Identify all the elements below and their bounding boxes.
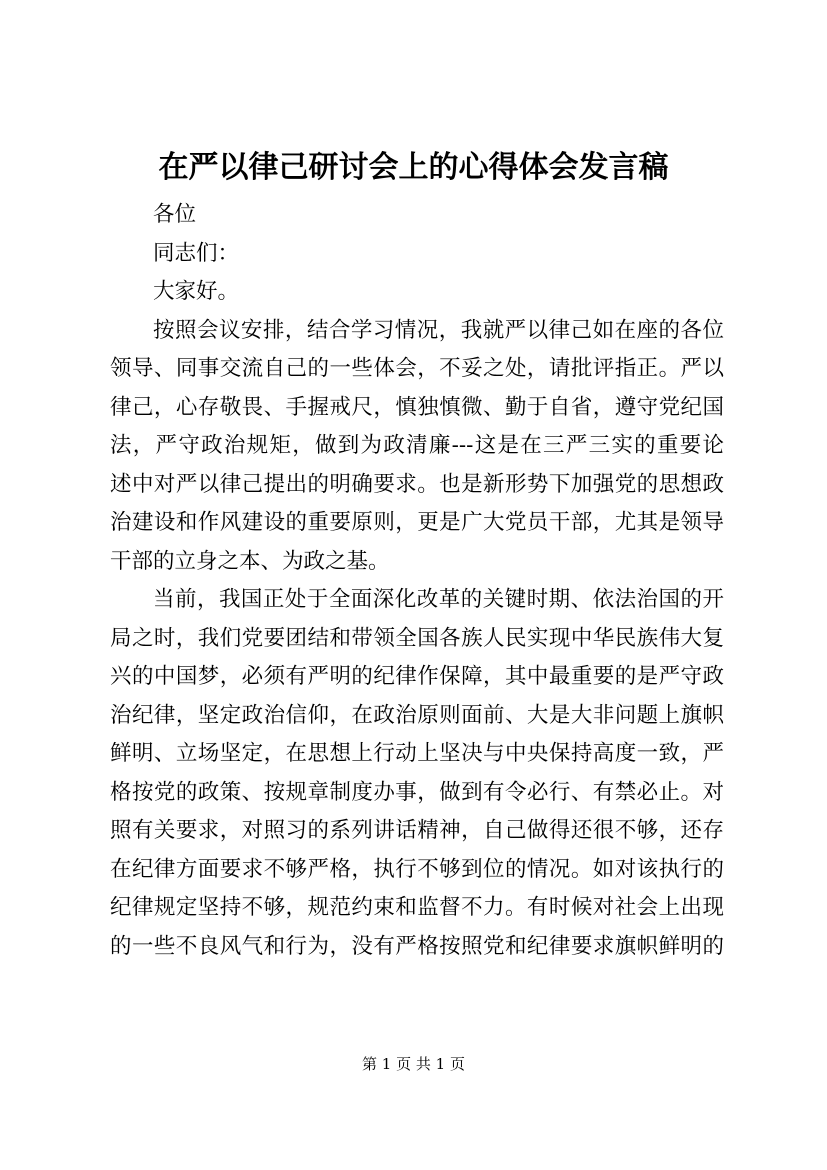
paragraph-line: 局之时，我们党要团结和带领全国各族人民实现中华民族伟大复 <box>110 625 724 651</box>
salutation-line: 各位 <box>153 202 197 227</box>
paragraph-line: 当前，我国正处于全面深化改革的关键时期、依法治国的开 <box>153 587 724 612</box>
paragraph-line: 的一些不良风气和行为，没有严格按照党和纪律要求旗帜鲜明的 <box>110 933 724 959</box>
paragraph-1 <box>110 312 724 582</box>
paragraph-line: 法，严守政治规矩，做到为政清廉---这是在三严三实的重要论 <box>110 433 724 458</box>
paragraph-line: 照有关要求，对照习的系列讲话精神，自己做得还很不够，还存 <box>110 818 724 843</box>
page-footer: 第 1 页 共 1 页 <box>362 1055 465 1073</box>
paragraph-2 <box>110 581 724 966</box>
paragraph-line: 述中对严以律己提出的明确要求。也是新形势下加强党的思想政 <box>110 471 724 497</box>
paragraph-line: 律己，心存敬畏、手握戒尺，慎独慎微、勤于自省，遵守党纪国 <box>110 394 724 420</box>
paragraph-line: 在纪律方面要求不够严格，执行不够到位的情况。如对该执行的 <box>110 856 724 882</box>
salutation-line: 同志们： <box>153 240 240 266</box>
paragraph-line: 纪律规定坚持不够，规范约束和监督不力。有时候对社会上出现 <box>110 895 724 920</box>
paragraph-line: 治纪律，坚定政治信仰，在政治原则面前、大是大非问题上旗帜 <box>110 702 724 728</box>
paragraph-line: 格按党的政策、按规章制度办事，做到有令必行、有禁必止。对 <box>110 779 724 805</box>
paragraph-line: 兴的中国梦，必须有严明的纪律作保障，其中最重要的是严守政 <box>110 664 724 689</box>
greeting-line: 大家好。 <box>153 279 240 304</box>
paragraph-line: 干部的立身之本、为政之基。 <box>110 548 390 574</box>
paragraph-line: 鲜明、立场坚定，在思想上行动上坚决与中央保持高度一致，严 <box>110 741 724 766</box>
paragraph-line: 领导、同事交流自己的一些体会，不妥之处，请批评指正。严以 <box>110 356 724 381</box>
document-body <box>110 196 724 966</box>
document-title: 在严以律己研讨会上的心得体会发言稿 <box>158 150 669 185</box>
paragraph-line: 按照会议安排，结合学习情况，我就严以律己如在座的各位 <box>153 317 724 343</box>
paragraph-line: 治建设和作风建设的重要原则，更是广大党员干部，尤其是领导 <box>110 510 724 535</box>
